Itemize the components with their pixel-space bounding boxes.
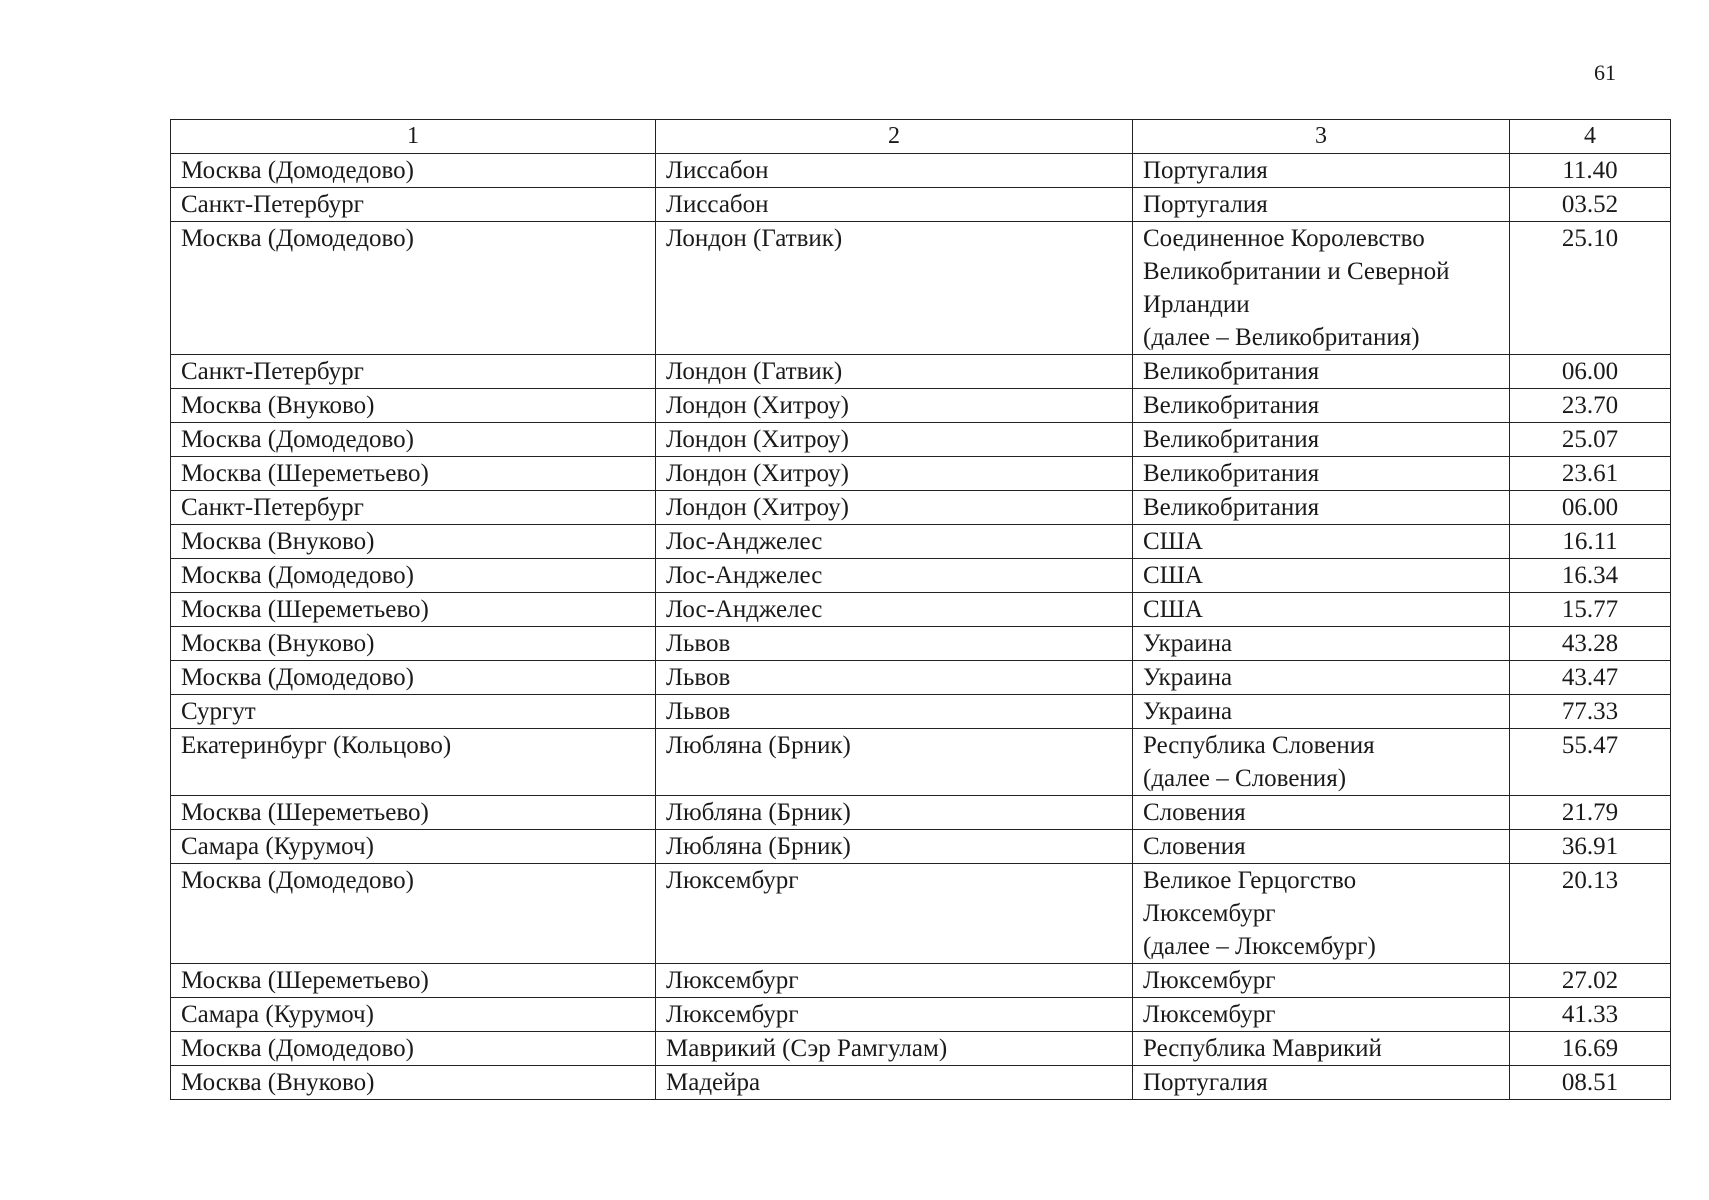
departure-cell: Москва (Внуково): [171, 1066, 656, 1100]
country-cell: [1133, 222, 1510, 355]
departure-cell: Москва (Домодедово): [171, 661, 656, 695]
country-cell: [1133, 355, 1510, 389]
destination-cell: Львов: [656, 695, 1133, 729]
table-row: [171, 423, 1671, 457]
destination-cell: Лондон (Хитроу): [656, 423, 1133, 457]
table-row: [171, 389, 1671, 423]
destination-cell: Лондон (Гатвик): [656, 355, 1133, 389]
departure-cell: Москва (Домодедово): [171, 154, 656, 188]
value-cell: 06.00: [1510, 491, 1671, 525]
table-row: [171, 695, 1671, 729]
value-cell: 27.02: [1510, 964, 1671, 998]
table-row: [171, 830, 1671, 864]
route-table: [170, 119, 1671, 1100]
table-body: [171, 154, 1671, 1100]
country-line: (далее – Словения): [1143, 765, 1347, 792]
table-row: [171, 864, 1671, 964]
table-row: [171, 627, 1671, 661]
departure-cell: Москва (Внуково): [171, 389, 656, 423]
destination-cell: Лиссабон: [656, 154, 1133, 188]
country-line: Республика Маврикий: [1143, 1035, 1382, 1062]
value-cell: 36.91: [1510, 830, 1671, 864]
country-line: Великобритания: [1143, 460, 1320, 487]
departure-cell: Самара (Курумоч): [171, 830, 656, 864]
departure-cell: Москва (Шереметьево): [171, 964, 656, 998]
destination-cell: Лос-Анджелес: [656, 593, 1133, 627]
table-row: [171, 559, 1671, 593]
value-cell: 06.00: [1510, 355, 1671, 389]
column-header-1: 1: [171, 120, 656, 154]
country-line: Люксембург: [1143, 1001, 1276, 1028]
destination-cell: Любляна (Брник): [656, 830, 1133, 864]
table-header: [171, 120, 1671, 154]
destination-cell: Люксембург: [656, 964, 1133, 998]
country-cell: [1133, 593, 1510, 627]
country-line: (далее – Люксембург): [1143, 933, 1376, 960]
destination-cell: Люксембург: [656, 864, 1133, 964]
table-row: [171, 964, 1671, 998]
destination-cell: Лос-Анджелес: [656, 525, 1133, 559]
value-cell: 15.77: [1510, 593, 1671, 627]
country-line: (далее – Великобритания): [1143, 324, 1420, 351]
country-cell: [1133, 389, 1510, 423]
departure-cell: Москва (Шереметьево): [171, 457, 656, 491]
country-line: Великобритания: [1143, 426, 1320, 453]
value-cell: 16.34: [1510, 559, 1671, 593]
departure-cell: Санкт-Петербург: [171, 188, 656, 222]
value-cell: 55.47: [1510, 729, 1671, 796]
table-row: [171, 188, 1671, 222]
country-line: Великобритания: [1143, 494, 1320, 521]
departure-cell: Москва (Внуково): [171, 525, 656, 559]
destination-cell: Мадейра: [656, 1066, 1133, 1100]
destination-cell: Лондон (Хитроу): [656, 457, 1133, 491]
country-line: Великое Герцогство: [1143, 867, 1357, 894]
table-row: [171, 154, 1671, 188]
table-row: [171, 222, 1671, 355]
country-line: Ирландии: [1143, 291, 1250, 318]
country-line: США: [1143, 562, 1203, 589]
column-header-2: 2: [656, 120, 1133, 154]
departure-cell: Москва (Домодедово): [171, 559, 656, 593]
departure-cell: Москва (Домодедово): [171, 864, 656, 964]
departure-cell: Санкт-Петербург: [171, 491, 656, 525]
destination-cell: Лос-Анджелес: [656, 559, 1133, 593]
value-cell: 08.51: [1510, 1066, 1671, 1100]
table-row: [171, 355, 1671, 389]
country-cell: [1133, 1032, 1510, 1066]
country-line: Словения: [1143, 833, 1246, 860]
country-cell: [1133, 864, 1510, 964]
departure-cell: Москва (Шереметьево): [171, 796, 656, 830]
table-row: [171, 525, 1671, 559]
value-cell: 16.11: [1510, 525, 1671, 559]
destination-cell: Люксембург: [656, 998, 1133, 1032]
table-row: [171, 729, 1671, 796]
country-line: Люксембург: [1143, 900, 1276, 927]
country-line: США: [1143, 596, 1203, 623]
country-cell: [1133, 830, 1510, 864]
table-row: [171, 1032, 1671, 1066]
header-row: [171, 120, 1671, 154]
departure-cell: Москва (Шереметьево): [171, 593, 656, 627]
country-line: Словения: [1143, 799, 1246, 826]
country-line: Соединенное Королевство: [1143, 225, 1425, 252]
destination-cell: Лиссабон: [656, 188, 1133, 222]
departure-cell: Самара (Курумоч): [171, 998, 656, 1032]
country-cell: [1133, 796, 1510, 830]
departure-cell: Москва (Домодедово): [171, 423, 656, 457]
table-row: [171, 998, 1671, 1032]
country-cell: [1133, 154, 1510, 188]
table-row: [171, 1066, 1671, 1100]
value-cell: 25.10: [1510, 222, 1671, 355]
country-line: Великобритания: [1143, 358, 1320, 385]
departure-cell: Москва (Внуково): [171, 627, 656, 661]
destination-cell: Лондон (Хитроу): [656, 491, 1133, 525]
column-header-4: 4: [1510, 120, 1671, 154]
country-cell: [1133, 729, 1510, 796]
country-line: Люксембург: [1143, 967, 1276, 994]
country-cell: [1133, 695, 1510, 729]
country-line: США: [1143, 528, 1203, 555]
page-number: 61: [1594, 60, 1616, 85]
value-cell: 11.40: [1510, 154, 1671, 188]
destination-cell: Любляна (Брник): [656, 729, 1133, 796]
value-cell: 77.33: [1510, 695, 1671, 729]
country-cell: [1133, 559, 1510, 593]
country-line: Великобритании и Северной: [1143, 258, 1450, 285]
country-line: Португалия: [1143, 157, 1268, 184]
country-cell: [1133, 998, 1510, 1032]
country-line: Великобритания: [1143, 392, 1320, 419]
value-cell: 20.13: [1510, 864, 1671, 964]
departure-cell: Санкт-Петербург: [171, 355, 656, 389]
value-cell: 21.79: [1510, 796, 1671, 830]
value-cell: 25.07: [1510, 423, 1671, 457]
destination-cell: Любляна (Брник): [656, 796, 1133, 830]
country-cell: [1133, 423, 1510, 457]
country-cell: [1133, 525, 1510, 559]
departure-cell: Сургут: [171, 695, 656, 729]
country-cell: [1133, 1066, 1510, 1100]
value-cell: 03.52: [1510, 188, 1671, 222]
table-row: [171, 661, 1671, 695]
country-cell: [1133, 661, 1510, 695]
destination-cell: Львов: [656, 661, 1133, 695]
destination-cell: Львов: [656, 627, 1133, 661]
table-row: [171, 491, 1671, 525]
destination-cell: Маврикий (Сэр Рамгулам): [656, 1032, 1133, 1066]
country-cell: [1133, 457, 1510, 491]
departure-cell: Москва (Домодедово): [171, 1032, 656, 1066]
table-row: [171, 593, 1671, 627]
country-line: Украина: [1143, 698, 1233, 725]
value-cell: 16.69: [1510, 1032, 1671, 1066]
value-cell: 23.70: [1510, 389, 1671, 423]
country-cell: [1133, 188, 1510, 222]
country-cell: [1133, 491, 1510, 525]
country-line: Португалия: [1143, 191, 1268, 218]
departure-cell: Екатеринбург (Кольцово): [171, 729, 656, 796]
country-line: Украина: [1143, 630, 1233, 657]
country-line: Республика Словения: [1143, 732, 1375, 759]
value-cell: 41.33: [1510, 998, 1671, 1032]
country-line: Португалия: [1143, 1069, 1268, 1096]
value-cell: 43.28: [1510, 627, 1671, 661]
destination-cell: Лондон (Гатвик): [656, 222, 1133, 355]
country-line: Украина: [1143, 664, 1233, 691]
column-header-3: 3: [1133, 120, 1510, 154]
value-cell: 43.47: [1510, 661, 1671, 695]
table-row: [171, 457, 1671, 491]
country-cell: [1133, 627, 1510, 661]
departure-cell: Москва (Домодедово): [171, 222, 656, 355]
table-row: [171, 796, 1671, 830]
country-cell: [1133, 964, 1510, 998]
value-cell: 23.61: [1510, 457, 1671, 491]
destination-cell: Лондон (Хитроу): [656, 389, 1133, 423]
